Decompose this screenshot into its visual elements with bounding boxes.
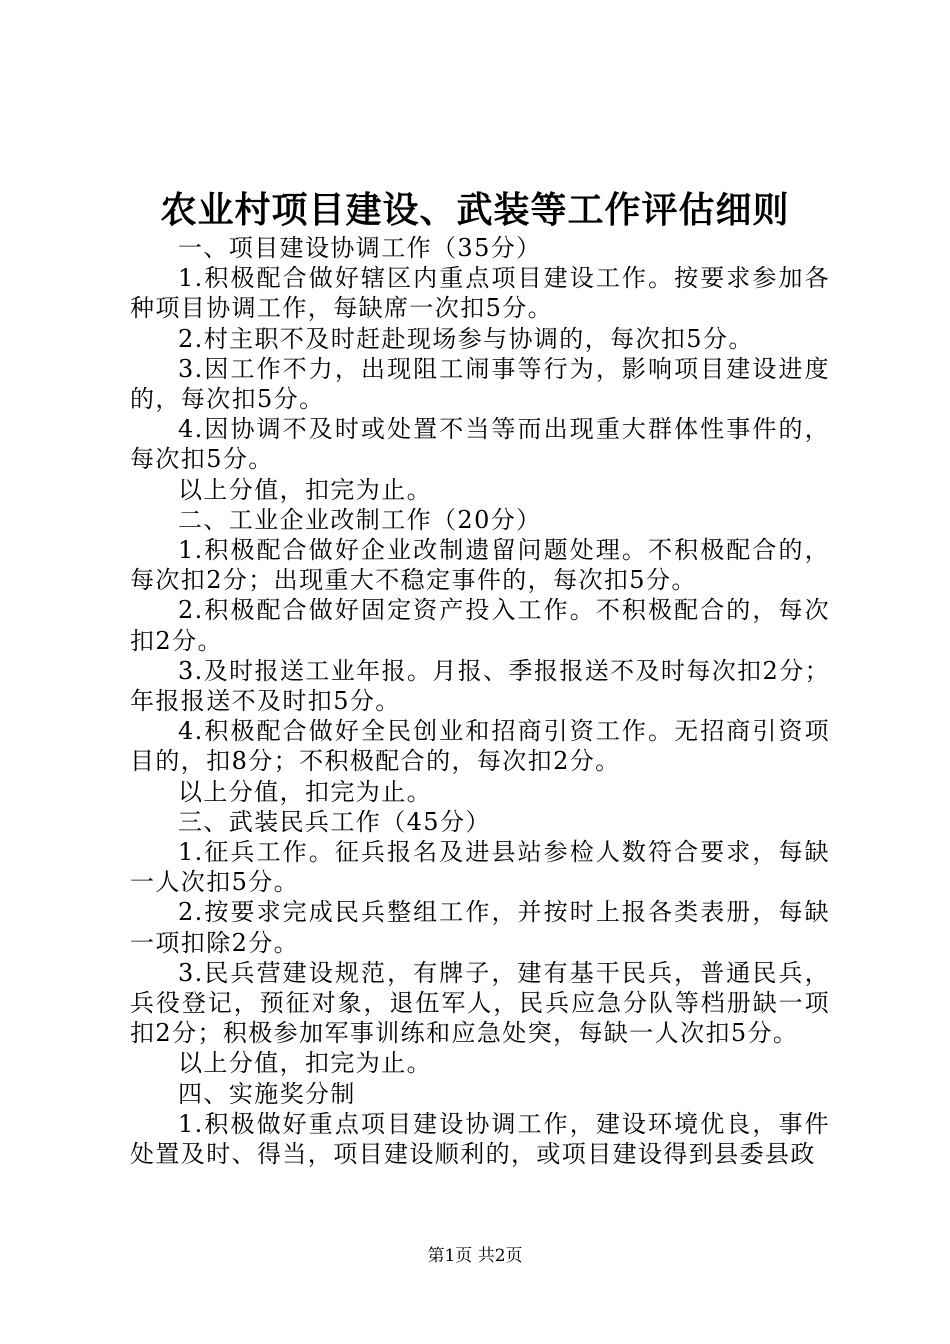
paragraph: 3.及时报送工业年报。月报、季报报送不及时每次扣2分；年报报送不及时扣5分。 xyxy=(130,656,830,716)
section-heading-1: 一、项目建设协调工作（35分） xyxy=(178,234,542,262)
paragraph: 4.积极配合做好全民创业和招商引资工作。无招商引资项目的，扣8分；不积极配合的，每次扣2分。 xyxy=(130,717,830,776)
paragraph: 1.征兵工作。征兵报名及进县站参检人数符合要求，每缺一人次扣5分。 xyxy=(130,838,830,897)
paragraph: 3.民兵营建设规范，有牌子，建有基干民兵，普通民兵，兵役登记，预征对象，退伍军人，民兵应急分队等档册缺一项扣2分；积极参加军事训练和应急处突，每缺一人次扣5分。 xyxy=(130,958,830,1048)
paragraph: 1.积极配合做好企业改制遗留问题处理。不积极配合的，每次扣2分；出现重大不稳定事件的，每次扣5分。 xyxy=(130,536,830,595)
paragraph: 以上分值，扣完为止。 xyxy=(178,777,432,806)
paragraph: 3.因工作不力，出现阻工闹事等行为，影响项目建设进度的，每次扣5分。 xyxy=(130,354,830,414)
paragraph: 以上分值，扣完为止。 xyxy=(178,1049,432,1078)
document-body xyxy=(130,233,830,1169)
paragraph: 2.积极配合做好固定资产投入工作。不积极配合的，每次扣2分。 xyxy=(130,596,830,655)
paragraph: 1.积极做好重点项目建设协调工作，建设环境优良，事件处置及时、得当，项目建设顺利的，或项目建设得到县委县政 xyxy=(130,1109,830,1169)
paragraph: 2.村主职不及时赶赴现场参与协调的，每次扣5分。 xyxy=(178,324,754,353)
page-footer: 第1页 共2页 xyxy=(427,1246,523,1266)
paragraph: 1.积极配合做好辖区内重点项目建设工作。按要求参加各种项目协调工作，每缺席一次扣5分。 xyxy=(130,264,830,323)
paragraph: 4.因协调不及时或处置不当等而出现重大群体性事件的，每次扣5分。 xyxy=(130,415,830,474)
section-heading-4: 四、实施奖分制 xyxy=(178,1079,356,1108)
paragraph: 2.按要求完成民兵整组工作，并按时上报各类表册，每缺一项扣除2分。 xyxy=(130,898,830,957)
section-heading-2: 二、工业企业改制工作（20分） xyxy=(178,505,542,534)
document-title: 农业村项目建设、武装等工作评估细则 xyxy=(160,189,790,231)
paragraph: 以上分值，扣完为止。 xyxy=(178,475,432,504)
section-heading-3: 三、武装民兵工作（45分） xyxy=(178,807,491,836)
